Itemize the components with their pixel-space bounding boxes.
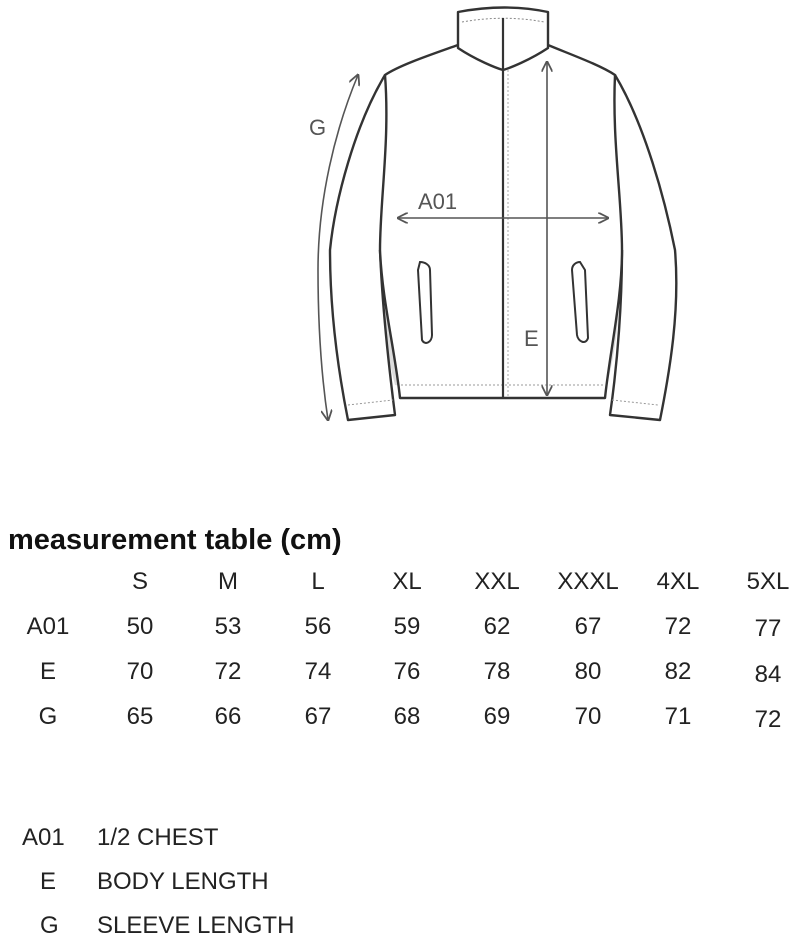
table-cell: 59	[393, 613, 421, 640]
table-cell: 76	[393, 658, 421, 685]
size-header: XXXL	[557, 568, 619, 595]
table-cell: 62	[483, 613, 511, 640]
table-cell: 71	[664, 703, 692, 730]
legend-description: BODY LENGTH	[97, 868, 269, 895]
size-header: M	[218, 568, 238, 595]
table-title: measurement table (cm)	[8, 524, 342, 556]
table-cell: 70	[126, 658, 154, 685]
table-cell: 70	[574, 703, 602, 730]
table-cell: 84	[754, 661, 782, 688]
table-cell: 72	[214, 658, 242, 685]
table-cell: 82	[664, 658, 692, 685]
size-header: L	[311, 568, 325, 595]
size-header: XXL	[474, 568, 520, 595]
table-cell: 67	[304, 703, 332, 730]
legend-code: G	[40, 912, 59, 939]
table-cell: 77	[754, 615, 782, 642]
table-cell: 50	[126, 613, 154, 640]
table-cell: 80	[574, 658, 602, 685]
size-header: 5XL	[746, 568, 790, 595]
jacket-diagram	[0, 0, 800, 440]
row-code: E	[39, 658, 57, 685]
row-code: G	[38, 703, 58, 730]
body-length-label: E	[524, 326, 539, 351]
size-header: S	[131, 568, 149, 595]
sleeve-length-label: G	[309, 115, 327, 140]
table-cell: 69	[483, 703, 511, 730]
table-cell: 67	[574, 613, 602, 640]
table-cell: 68	[393, 703, 421, 730]
legend-code: E	[40, 868, 57, 895]
legend-description: 1/2 CHEST	[97, 824, 219, 851]
legend-code: A01	[22, 824, 65, 851]
table-cell: 56	[304, 613, 332, 640]
row-code: A01	[26, 613, 70, 640]
size-header: 4XL	[656, 568, 700, 595]
table-cell: 72	[754, 706, 782, 733]
table-cell: 65	[126, 703, 154, 730]
table-cell: 53	[214, 613, 242, 640]
jacket-body	[380, 45, 622, 398]
size-header: XL	[392, 568, 422, 595]
table-cell: 78	[483, 658, 511, 685]
table-cell: 74	[304, 658, 332, 685]
legend-description: SLEEVE LENGTH	[97, 912, 295, 939]
table-cell: 66	[214, 703, 242, 730]
chest-label: A01	[418, 189, 458, 214]
table-cell: 72	[664, 613, 692, 640]
